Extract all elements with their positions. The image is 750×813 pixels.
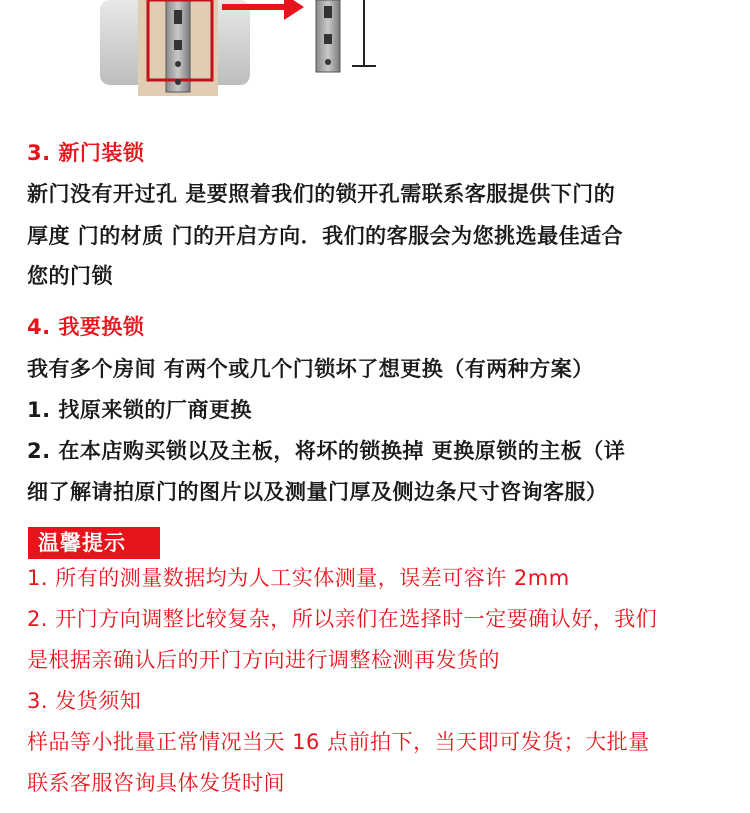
tips-line: 是根据亲确认后的开门方向进行调整检测再发货的 bbox=[27, 648, 500, 672]
dimension-line-icon bbox=[352, 0, 376, 66]
section3-line: 厚度 门的材质 门的开启方向．我们的客服会为您挑选最佳适合 bbox=[27, 224, 624, 248]
section4-line: 1. 找原来锁的厂商更换 bbox=[27, 398, 252, 422]
section3-heading: 3. 新门装锁 bbox=[27, 141, 145, 165]
section4-line: 我有多个房间 有两个或几个门锁坏了想更换（有两种方案） bbox=[27, 357, 594, 381]
lock-strip-icon bbox=[316, 0, 340, 72]
lock-installation-illustration bbox=[0, 0, 750, 100]
tips-line: 2. 开门方向调整比较复杂，所以亲们在选择时一定要确认好，我们 bbox=[27, 607, 658, 631]
tips-badge: 温馨提示 bbox=[28, 527, 160, 559]
section4-line: 细了解请拍原门的图片以及测量门厚及侧边条尺寸咨询客服） bbox=[27, 480, 608, 504]
section3-line: 新门没有开过孔 是要照着我们的锁开孔需联系客服提供下门的 bbox=[27, 182, 616, 206]
tips-line: 3. 发货须知 bbox=[27, 689, 142, 713]
tips-line: 1. 所有的测量数据均为人工实体测量，误差可容许 2mm bbox=[27, 566, 570, 590]
door-lock-mortise-icon bbox=[100, 0, 250, 96]
section4-heading: 4. 我要换锁 bbox=[27, 315, 145, 339]
section4-line: 2. 在本店购买锁以及主板，将坏的锁换掉 更换原锁的主板（详 bbox=[27, 439, 626, 463]
section3-line: 您的门锁 bbox=[27, 264, 113, 288]
tips-line: 联系客服咨询具体发货时间 bbox=[27, 771, 285, 795]
tips-line: 样品等小批量正常情况当天 16 点前拍下，当天即可发货；大批量 bbox=[27, 730, 650, 754]
